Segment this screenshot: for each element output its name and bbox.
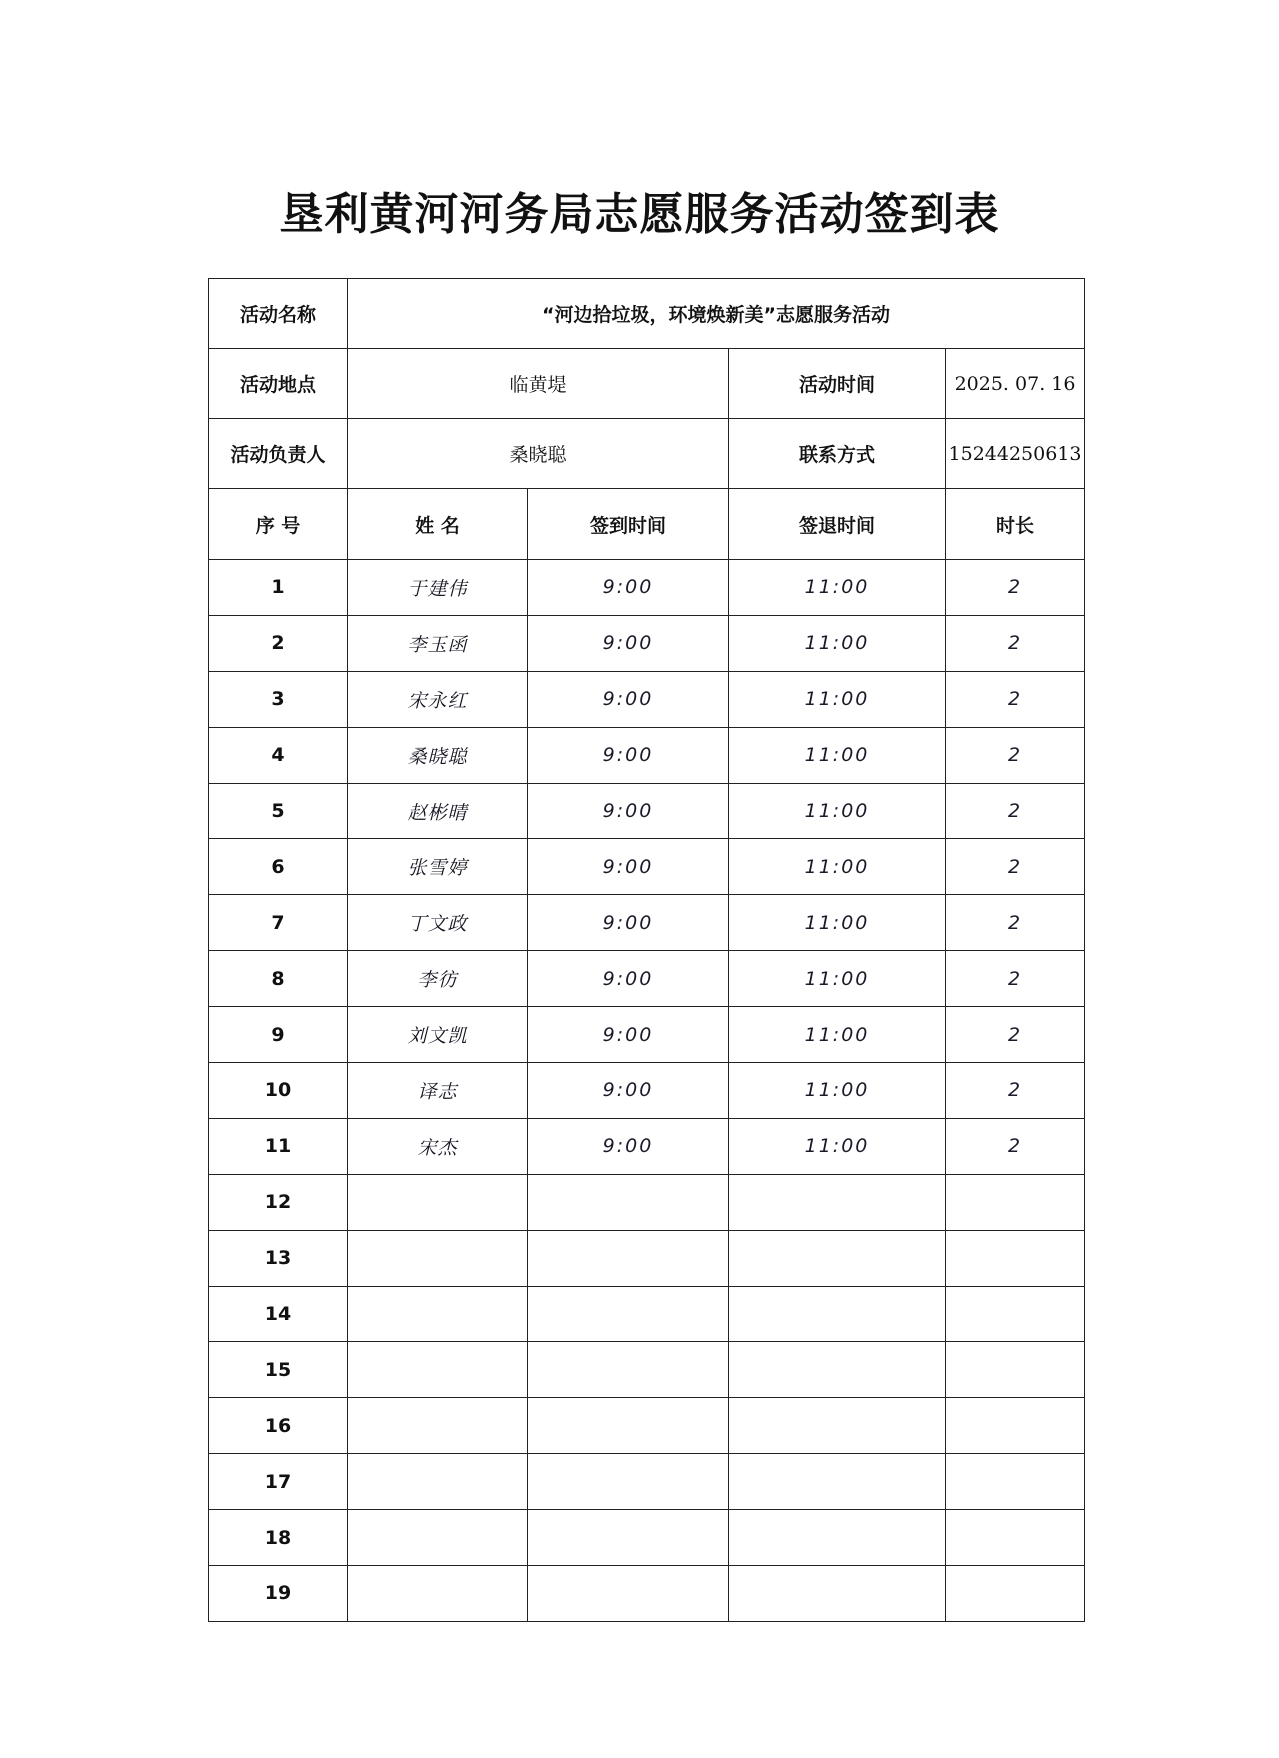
table-row xyxy=(209,1174,1085,1230)
row-duration: 2 xyxy=(946,560,1085,616)
row-duration: 2 xyxy=(946,839,1085,895)
row-signature: 宋杰 xyxy=(348,1118,528,1174)
row-duration xyxy=(946,1454,1085,1510)
activity-leader-label: 活动负责人 xyxy=(209,419,348,489)
row-check-in xyxy=(528,1342,729,1398)
row-duration: 2 xyxy=(946,615,1085,671)
row-signature: 宋永红 xyxy=(348,671,528,727)
row-number: 3 xyxy=(209,671,348,727)
row-number: 6 xyxy=(209,839,348,895)
row-check-in: 9:00 xyxy=(528,727,729,783)
table-row xyxy=(209,783,1085,839)
table-row xyxy=(209,615,1085,671)
table-row xyxy=(209,951,1085,1007)
table-row xyxy=(209,1286,1085,1342)
row-duration: 2 xyxy=(946,727,1085,783)
row-duration xyxy=(946,1174,1085,1230)
row-signature: 译志 xyxy=(348,1063,528,1119)
table-row xyxy=(209,1007,1085,1063)
row-signature xyxy=(348,1566,528,1622)
row-duration xyxy=(946,1510,1085,1566)
row-signature: 于建伟 xyxy=(348,560,528,616)
column-header-name: 姓 名 xyxy=(348,489,528,560)
row-duration: 2 xyxy=(946,895,1085,951)
row-check-out: 11:00 xyxy=(729,560,946,616)
row-duration: 2 xyxy=(946,671,1085,727)
table-row xyxy=(209,671,1085,727)
table-row xyxy=(209,1230,1085,1286)
row-duration: 2 xyxy=(946,1063,1085,1119)
row-duration xyxy=(946,1566,1085,1622)
contact-label: 联系方式 xyxy=(729,419,946,489)
row-signature xyxy=(348,1230,528,1286)
row-number: 12 xyxy=(209,1174,348,1230)
row-check-in: 9:00 xyxy=(528,1063,729,1119)
activity-place-row xyxy=(209,349,1085,419)
table-row xyxy=(209,727,1085,783)
table-row xyxy=(209,839,1085,895)
row-number: 18 xyxy=(209,1510,348,1566)
row-check-out xyxy=(729,1230,946,1286)
row-number: 9 xyxy=(209,1007,348,1063)
row-check-out xyxy=(729,1398,946,1454)
column-header-number: 序 号 xyxy=(209,489,348,560)
row-number: 19 xyxy=(209,1566,348,1622)
activity-name-label: 活动名称 xyxy=(209,279,348,349)
table-row xyxy=(209,895,1085,951)
row-check-out: 11:00 xyxy=(729,671,946,727)
table-row xyxy=(209,1454,1085,1510)
row-signature: 李彷 xyxy=(348,951,528,1007)
table-row xyxy=(209,560,1085,616)
activity-name-value: “河边拾垃圾，环境焕新美”志愿服务活动 xyxy=(348,279,1085,349)
row-check-out xyxy=(729,1174,946,1230)
row-check-out: 11:00 xyxy=(729,895,946,951)
row-check-in: 9:00 xyxy=(528,560,729,616)
row-check-out: 11:00 xyxy=(729,615,946,671)
table-row xyxy=(209,1342,1085,1398)
row-duration xyxy=(946,1230,1085,1286)
row-check-in: 9:00 xyxy=(528,783,729,839)
row-check-in xyxy=(528,1566,729,1622)
row-number: 14 xyxy=(209,1286,348,1342)
row-signature xyxy=(348,1286,528,1342)
row-number: 10 xyxy=(209,1063,348,1119)
row-check-in: 9:00 xyxy=(528,615,729,671)
row-check-in xyxy=(528,1510,729,1566)
activity-place-label: 活动地点 xyxy=(209,349,348,419)
row-check-out: 11:00 xyxy=(729,1118,946,1174)
row-check-out xyxy=(729,1286,946,1342)
row-check-in xyxy=(528,1454,729,1510)
row-signature xyxy=(348,1342,528,1398)
row-check-in: 9:00 xyxy=(528,895,729,951)
row-number: 4 xyxy=(209,727,348,783)
column-header-check-out: 签退时间 xyxy=(729,489,946,560)
row-check-out xyxy=(729,1454,946,1510)
row-number: 7 xyxy=(209,895,348,951)
row-check-in: 9:00 xyxy=(528,1007,729,1063)
row-check-out: 11:00 xyxy=(729,839,946,895)
activity-name-row xyxy=(209,279,1085,349)
row-duration: 2 xyxy=(946,1118,1085,1174)
activity-leader-value: 桑晓聪 xyxy=(348,419,729,489)
row-check-out xyxy=(729,1342,946,1398)
row-signature: 张雪婷 xyxy=(348,839,528,895)
activity-place-value: 临黄堤 xyxy=(348,349,729,419)
row-number: 13 xyxy=(209,1230,348,1286)
row-check-in: 9:00 xyxy=(528,951,729,1007)
row-check-out: 11:00 xyxy=(729,951,946,1007)
row-number: 17 xyxy=(209,1454,348,1510)
column-header-row xyxy=(209,489,1085,560)
column-header-check-in: 签到时间 xyxy=(528,489,729,560)
row-check-in xyxy=(528,1286,729,1342)
activity-time-label: 活动时间 xyxy=(729,349,946,419)
table-row xyxy=(209,1510,1085,1566)
page-title: 垦利黄河河务局志愿服务活动签到表 xyxy=(279,189,1000,240)
row-duration xyxy=(946,1286,1085,1342)
activity-leader-row xyxy=(209,419,1085,489)
row-duration: 2 xyxy=(946,1007,1085,1063)
row-number: 15 xyxy=(209,1342,348,1398)
row-number: 16 xyxy=(209,1398,348,1454)
row-check-out: 11:00 xyxy=(729,1007,946,1063)
row-number: 1 xyxy=(209,560,348,616)
row-signature xyxy=(348,1398,528,1454)
row-check-in xyxy=(528,1174,729,1230)
row-check-out: 11:00 xyxy=(729,727,946,783)
row-duration: 2 xyxy=(946,783,1085,839)
table-row xyxy=(209,1118,1085,1174)
row-check-out xyxy=(729,1566,946,1622)
row-check-in: 9:00 xyxy=(528,1118,729,1174)
row-duration xyxy=(946,1398,1085,1454)
row-signature: 李玉函 xyxy=(348,615,528,671)
row-signature: 赵彬晴 xyxy=(348,783,528,839)
row-number: 11 xyxy=(209,1118,348,1174)
row-check-in xyxy=(528,1230,729,1286)
row-signature xyxy=(348,1454,528,1510)
row-signature xyxy=(348,1510,528,1566)
row-number: 2 xyxy=(209,615,348,671)
table-row xyxy=(209,1398,1085,1454)
row-check-in: 9:00 xyxy=(528,839,729,895)
row-duration: 2 xyxy=(946,951,1085,1007)
row-check-in xyxy=(528,1398,729,1454)
row-check-out xyxy=(729,1510,946,1566)
row-number: 8 xyxy=(209,951,348,1007)
contact-value: 15244250613 xyxy=(946,419,1085,489)
row-signature: 桑晓聪 xyxy=(348,727,528,783)
row-check-out: 11:00 xyxy=(729,1063,946,1119)
row-number: 5 xyxy=(209,783,348,839)
column-header-duration: 时长 xyxy=(946,489,1085,560)
sign-in-table xyxy=(208,278,1085,1622)
row-duration xyxy=(946,1342,1085,1398)
row-check-out: 11:00 xyxy=(729,783,946,839)
row-signature: 刘文凯 xyxy=(348,1007,528,1063)
activity-time-value: 2025. 07. 16 xyxy=(946,349,1085,419)
row-signature xyxy=(348,1174,528,1230)
row-signature: 丁文政 xyxy=(348,895,528,951)
table-row xyxy=(209,1063,1085,1119)
table-row xyxy=(209,1566,1085,1622)
row-check-in: 9:00 xyxy=(528,671,729,727)
